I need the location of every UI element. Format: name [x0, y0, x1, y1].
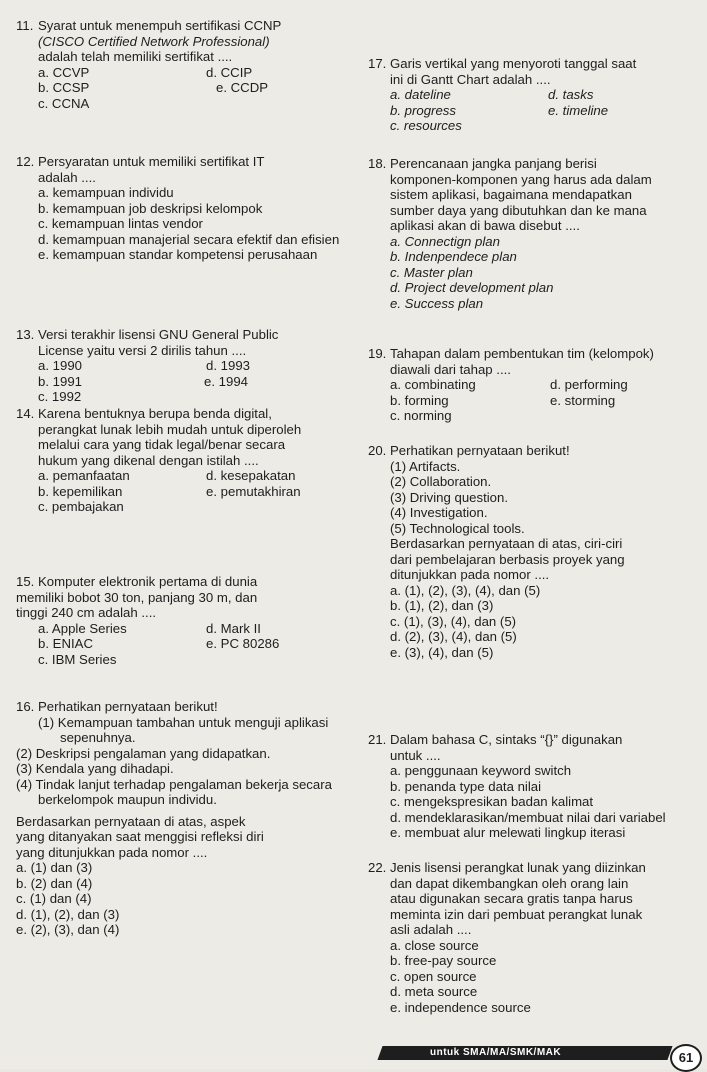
option-c[interactable]: c. pembajakan: [38, 499, 124, 514]
question-stem-line: Perencanaan jangka panjang berisi: [390, 156, 597, 171]
options-list: [368, 234, 698, 312]
option-c[interactable]: c. mengekspresikan badan kalimat: [390, 794, 594, 809]
statements-list: [368, 459, 698, 537]
question-stem-line: sumber daya yang dibutuhkan dan ke mana: [390, 202, 647, 218]
option-b[interactable]: b. kemampuan job deskripsi kelompok: [38, 200, 263, 216]
option-c[interactable]: c. IBM Series: [38, 651, 117, 667]
question-stem-line: Versi terakhir lisensi GNU General Public: [38, 327, 279, 342]
option-a[interactable]: a. Connectign plan: [390, 233, 500, 249]
question-20: [368, 443, 698, 660]
option-c[interactable]: c. open source: [390, 968, 477, 984]
option-d[interactable]: d. (2), (3), (4), dan (5): [390, 629, 517, 644]
question-stem-line: Garis vertikal yang menyoroti tanggal saat: [390, 56, 637, 71]
question-stem-line: dan dapat dikembangkan oleh orang lain: [390, 875, 629, 891]
option-a[interactable]: a. kemampuan individu: [38, 185, 174, 200]
option-e[interactable]: e. 1994: [204, 373, 248, 389]
option-e[interactable]: e. storming: [550, 392, 616, 408]
question-stem-line: Berdasarkan pernyataan di atas, aspek: [16, 813, 246, 829]
option-b[interactable]: b. free-pay source: [390, 953, 497, 968]
question-stem-line: perangkat lunak lebih mudah untuk diperoleh: [38, 421, 302, 437]
question-18: [368, 156, 698, 311]
option-b[interactable]: b. kepemilikan: [38, 483, 123, 499]
option-b[interactable]: b. progress: [390, 102, 456, 118]
statement-2: (2) Deskripsi pengalaman yang didapatkan.: [16, 745, 271, 761]
question-stem-line: Perhatikan pernyataan berikut!: [38, 699, 218, 714]
statement-3: (3) Kendala yang dihadapi.: [16, 761, 174, 776]
option-c[interactable]: c. CCNA: [38, 95, 90, 111]
question-stem-line: untuk ....: [390, 747, 441, 763]
option-a[interactable]: a. 1990: [38, 358, 82, 373]
question-number: 16.: [16, 699, 35, 714]
option-d[interactable]: d. performing: [550, 377, 628, 392]
question-stem-line: (CISCO Certified Network Professional): [38, 33, 270, 49]
question-17: [368, 56, 698, 134]
option-e[interactable]: e. (3), (4), dan (5): [390, 644, 494, 660]
statement-4: (4) Tindak lanjut terhadap pengalaman bekerja secara berkelompok maupun individu.: [16, 776, 332, 807]
question-stem-line: diawali dari tahap ....: [390, 361, 511, 377]
question-15: [16, 574, 358, 667]
question-19: [368, 346, 698, 424]
question-stem-line: Karena bentuknya berupa benda digital,: [38, 406, 272, 421]
question-stem-line: meminta izin dari pembuat perangkat lunak: [390, 906, 643, 922]
question-21: [368, 732, 698, 841]
statement-3: (3) Driving question.: [390, 489, 509, 505]
option-a[interactable]: a. penggunaan keyword switch: [390, 763, 572, 778]
question-stem-line: Jenis lisensi perangkat lunak yang diizinkan: [390, 860, 646, 875]
option-e[interactable]: e. PC 80286: [206, 636, 280, 651]
option-b[interactable]: b. ENIAC: [38, 636, 93, 651]
question-number: 17.: [368, 56, 387, 71]
question-stem-line: License yaitu versi 2 dirilis tahun ....: [38, 342, 247, 358]
option-a[interactable]: a. pemanfaatan: [38, 468, 130, 483]
option-e[interactable]: e. Success plan: [390, 295, 484, 311]
question-13: [16, 327, 358, 405]
option-d[interactable]: d. CCIP: [206, 64, 253, 80]
option-d[interactable]: d. (1), (2), dan (3): [16, 906, 120, 922]
option-d[interactable]: d. mendeklarasikan/membuat nilai dari variabel: [390, 809, 666, 825]
question-stem-line: dari pembelajaran berbasis proyek yang: [390, 551, 625, 567]
option-d[interactable]: d. kesepakatan: [206, 468, 296, 483]
question-stem-line: ditunjukkan pada nomor ....: [390, 567, 550, 582]
question-stem-line: ini di Gantt Chart adalah ....: [390, 71, 551, 87]
option-a[interactable]: a. combinating: [390, 377, 476, 392]
question-stem-line: yang ditunjukkan pada nomor ....: [16, 844, 208, 860]
options-list: [16, 185, 358, 263]
option-d[interactable]: d. Mark II: [206, 620, 261, 636]
question-stem-line: Perhatikan pernyataan berikut!: [390, 443, 570, 458]
statement-4: (4) Investigation.: [390, 505, 488, 520]
option-a[interactable]: a. Apple Series: [38, 620, 127, 636]
option-b[interactable]: b. (2) dan (4): [16, 875, 93, 891]
question-number: 12.: [16, 154, 35, 169]
option-d[interactable]: d. kemampuan manajerial secara efektif dan efisien: [38, 231, 340, 247]
question-stem-line: Syarat untuk menempuh sertifikasi CCNP: [38, 18, 282, 33]
option-a[interactable]: a. dateline: [390, 87, 451, 102]
question-number: 18.: [368, 156, 387, 171]
option-e[interactable]: e. independence source: [390, 999, 531, 1015]
option-c[interactable]: c. resources: [390, 118, 462, 133]
question-12: [16, 154, 358, 263]
question-stem-line: adalah ....: [38, 169, 96, 185]
option-e[interactable]: e. pemutakhiran: [206, 483, 301, 499]
question-stem-line: asli adalah ....: [390, 922, 472, 937]
question-number: 14.: [16, 406, 35, 421]
option-c[interactable]: c. norming: [390, 408, 452, 423]
option-b[interactable]: b. Indenpendece plan: [390, 249, 517, 264]
statement-1: (1) Kemampuan tambahan untuk menguji aplikasi sepenuhnya.: [38, 714, 329, 745]
question-stem-line: aplikasi akan di bawa disebut ....: [390, 218, 580, 233]
question-number: 21.: [368, 732, 387, 747]
question-16: [16, 699, 358, 938]
option-c[interactable]: c. (1) dan (4): [16, 891, 92, 906]
question-stem-line: Komputer elektronik pertama di dunia: [38, 574, 258, 589]
option-a[interactable]: a. (1), (2), (3), (4), dan (5): [390, 582, 541, 598]
question-stem-line: Berdasarkan pernyataan di atas, ciri-ciri: [390, 536, 623, 551]
option-c[interactable]: c. kemampuan lintas vendor: [38, 216, 203, 231]
question-stem-line: komponen-komponen yang harus ada dalam: [390, 171, 652, 187]
statement-2: (2) Collaboration.: [390, 474, 492, 489]
option-a[interactable]: a. CCVP: [38, 64, 90, 80]
question-stem-line: hukum yang dikenal dengan istilah ....: [38, 452, 259, 468]
statement-1: (1) Artifacts.: [390, 458, 461, 474]
option-a[interactable]: a. (1) dan (3): [16, 860, 93, 875]
question-number: 22.: [368, 860, 387, 875]
question-stem-line: Dalam bahasa C, sintaks “{}” digunakan: [390, 732, 623, 747]
option-e[interactable]: e. kemampuan standar kompetensi perusahaan: [38, 247, 318, 262]
option-b[interactable]: b. CCSP: [38, 80, 90, 95]
option-e[interactable]: e. timeline: [548, 102, 609, 118]
options-list: [368, 938, 698, 1016]
question-22: [368, 860, 698, 1015]
option-c[interactable]: c. 1992: [38, 389, 82, 404]
option-e[interactable]: e. CCDP: [216, 80, 269, 95]
question-stem-line: adalah telah memiliki sertifikat ....: [38, 49, 233, 64]
question-stem-line: yang ditanyakan saat menggisi refleksi diri: [16, 829, 264, 844]
option-e[interactable]: e. (2), (3), dan (4): [16, 922, 120, 937]
options-list: [368, 763, 698, 841]
option-a[interactable]: a. close source: [390, 937, 479, 953]
option-d[interactable]: d. tasks: [548, 87, 594, 102]
question-stem-line: memiliki bobot 30 ton, panjang 30 m, dan: [16, 589, 258, 605]
question-stem-line: melalui cara yang tidak legal/benar secara: [38, 437, 286, 452]
option-e[interactable]: e. membuat alur melewati lingkup iterasi: [390, 825, 626, 840]
footer-label: untuk SMA/MA/SMK/MAK: [430, 1047, 562, 1058]
question-11: [16, 18, 358, 111]
option-b[interactable]: b. (1), (2), dan (3): [390, 598, 494, 613]
option-c[interactable]: c. (1), (3), (4), dan (5): [390, 613, 517, 629]
question-stem-line: tinggi 240 cm adalah ....: [16, 605, 157, 620]
question-number: 13.: [16, 327, 35, 342]
option-b[interactable]: b. forming: [390, 392, 449, 408]
option-d[interactable]: d. meta source: [390, 984, 478, 999]
question-stem-line: Persyaratan untuk memiliki sertifikat IT: [38, 154, 265, 169]
option-b[interactable]: b. 1991: [38, 373, 82, 389]
statements-list: [16, 715, 358, 808]
question-stem-line: atau digunakan secara gratis tanpa harus: [390, 891, 633, 906]
statement-5: (5) Technological tools.: [390, 520, 525, 536]
options-list: [16, 860, 358, 938]
question-stem-line: Tahapan dalam pembentukan tim (kelompok): [390, 346, 654, 361]
option-d[interactable]: d. Project development plan: [390, 280, 554, 295]
question-stem-line: sistem aplikasi, bagaimana mendapatkan: [390, 187, 632, 202]
question-number: 20.: [368, 443, 387, 458]
question-number: 11.: [16, 18, 34, 33]
question-number: 19.: [368, 346, 387, 361]
page-number-badge: 61: [670, 1044, 702, 1072]
option-d[interactable]: d. 1993: [206, 358, 250, 373]
question-14: [16, 406, 358, 515]
options-list: [368, 583, 698, 661]
option-b[interactable]: b. penanda type data nilai: [390, 778, 542, 794]
question-number: 15.: [16, 574, 35, 589]
option-c[interactable]: c. Master plan: [390, 264, 473, 280]
